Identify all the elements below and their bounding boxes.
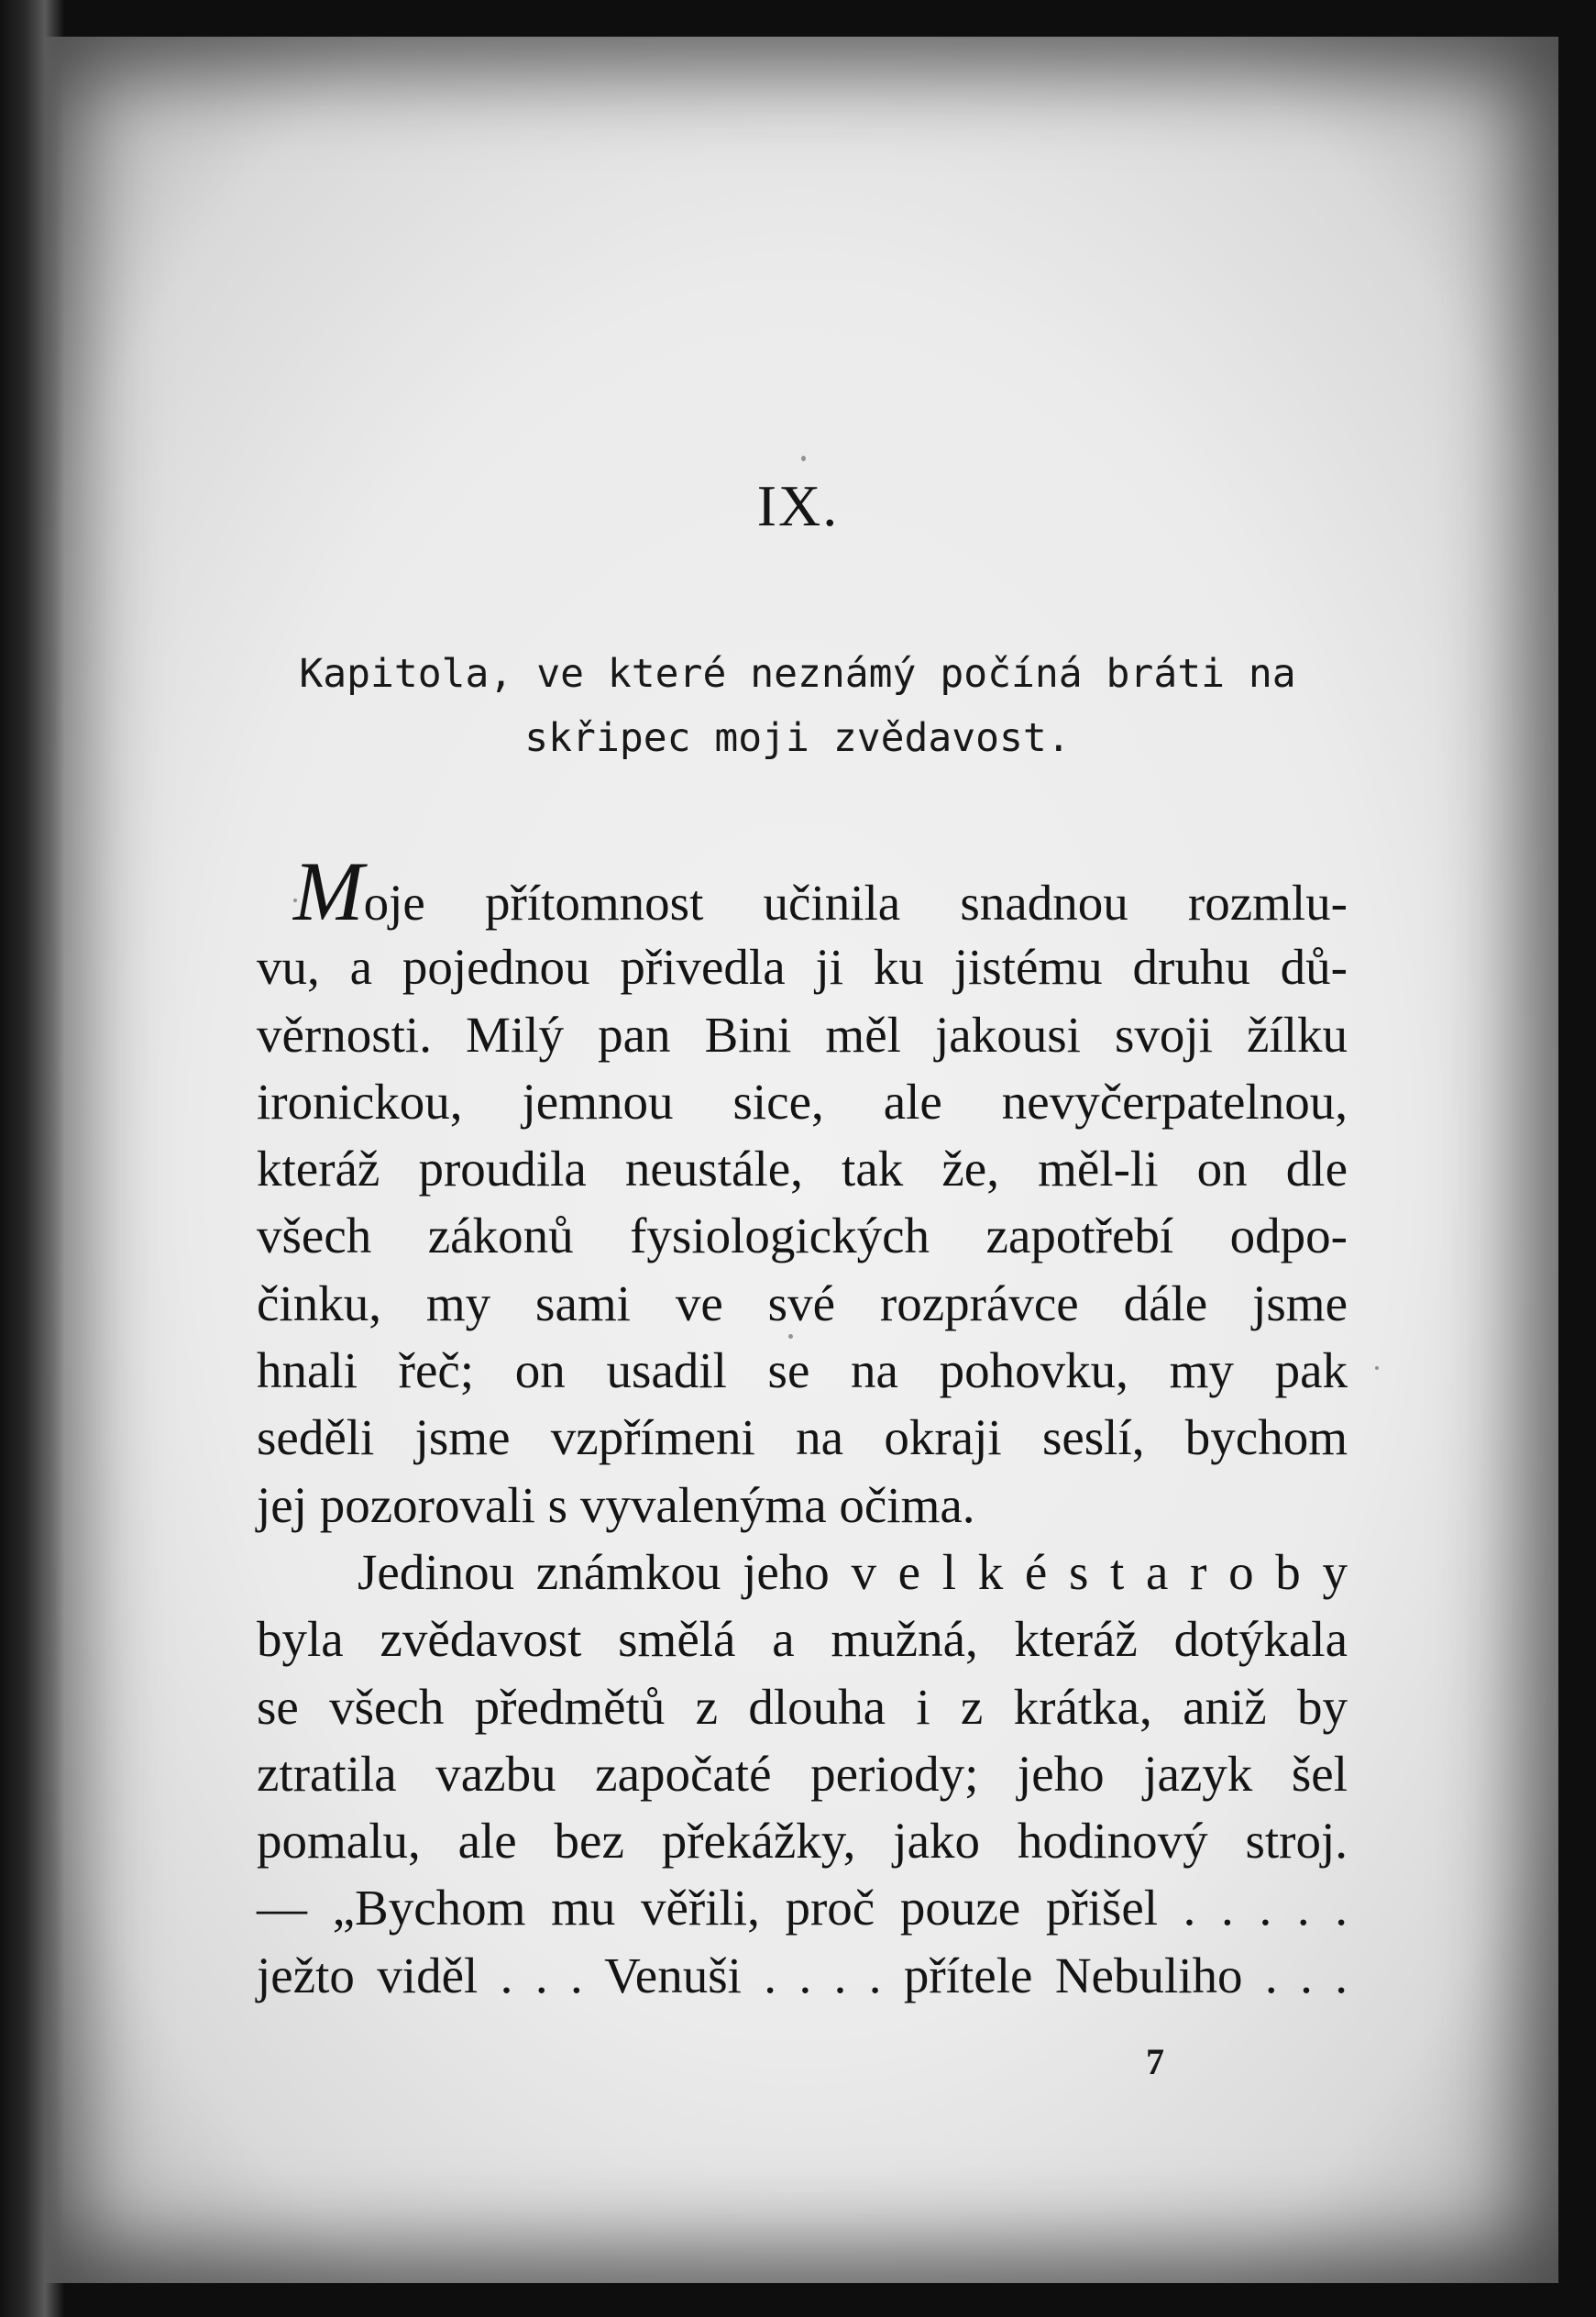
text-line: se všech předmětů z dlouha i z krátka, aniž by <box>257 1678 1348 1735</box>
paragraph-2 <box>257 1539 1348 2009</box>
page-number: 7 <box>1146 2041 1164 2082</box>
text-line: byla zvědavost smělá a mužná, kteráž dotýkala <box>257 1611 1348 1668</box>
chapter-number: IX. <box>756 473 840 538</box>
text-line-content: oje přítomnost učinila snadnou rozmlu- <box>363 875 1348 931</box>
text-line: kteráž proudila neustále, tak že, měl-li on dle <box>257 1141 1348 1197</box>
text-line: všech zákonů fysiologických zapotřebí odpo- <box>257 1208 1348 1264</box>
text-line: činku, my sami ve své rozprávce dále jsme <box>257 1274 1348 1331</box>
text-line <box>257 844 1348 938</box>
book-binding-edge <box>0 0 64 2317</box>
text-line: hnali řeč; on usadil se na pohovku, my pak <box>257 1342 1348 1399</box>
text-line: věrnosti. Milý pan Bini měl jakousi svoji žílku <box>257 1006 1348 1063</box>
drop-cap: M <box>293 844 364 938</box>
chapter-title <box>248 642 1348 770</box>
text-line: jej pozorovali s vyvalenýma očima. <box>257 1476 975 1533</box>
paragraph-1 <box>257 844 1348 1539</box>
text-line: ztratila vazbu započaté periody; jeho jazyk šel <box>257 1745 1348 1802</box>
paper-speck <box>1375 1366 1379 1370</box>
text-line: vu, a pojednou přivedla ji ku jistému druhu dů- <box>257 939 1348 996</box>
text-line: ježto viděl . . . Venuši . . . . přítele Nebuliho . . . <box>257 1947 1348 2003</box>
text-line: Jedinou známkou jeho v e l k é s t a r o b y <box>358 1543 1348 1600</box>
text-line: seděli jsme vzpřímeni na okraji seslí, bychom <box>257 1409 1348 1466</box>
paper-speck <box>801 456 806 461</box>
body-text <box>257 844 1348 2009</box>
text-line: pomalu, ale bez překážky, jako hodinový stroj. <box>257 1813 1348 1870</box>
chapter-title-line: skřipec moji zvědavost. <box>524 715 1071 761</box>
text-line: — „Bychom mu věřili, proč pouze přišel . . . . . <box>257 1880 1348 1936</box>
text-line: ironickou, jemnou sice, ale nevyčerpatelnou, <box>257 1073 1348 1130</box>
chapter-title-line: Kapitola, ve které neznámý počíná bráti na <box>299 651 1296 697</box>
